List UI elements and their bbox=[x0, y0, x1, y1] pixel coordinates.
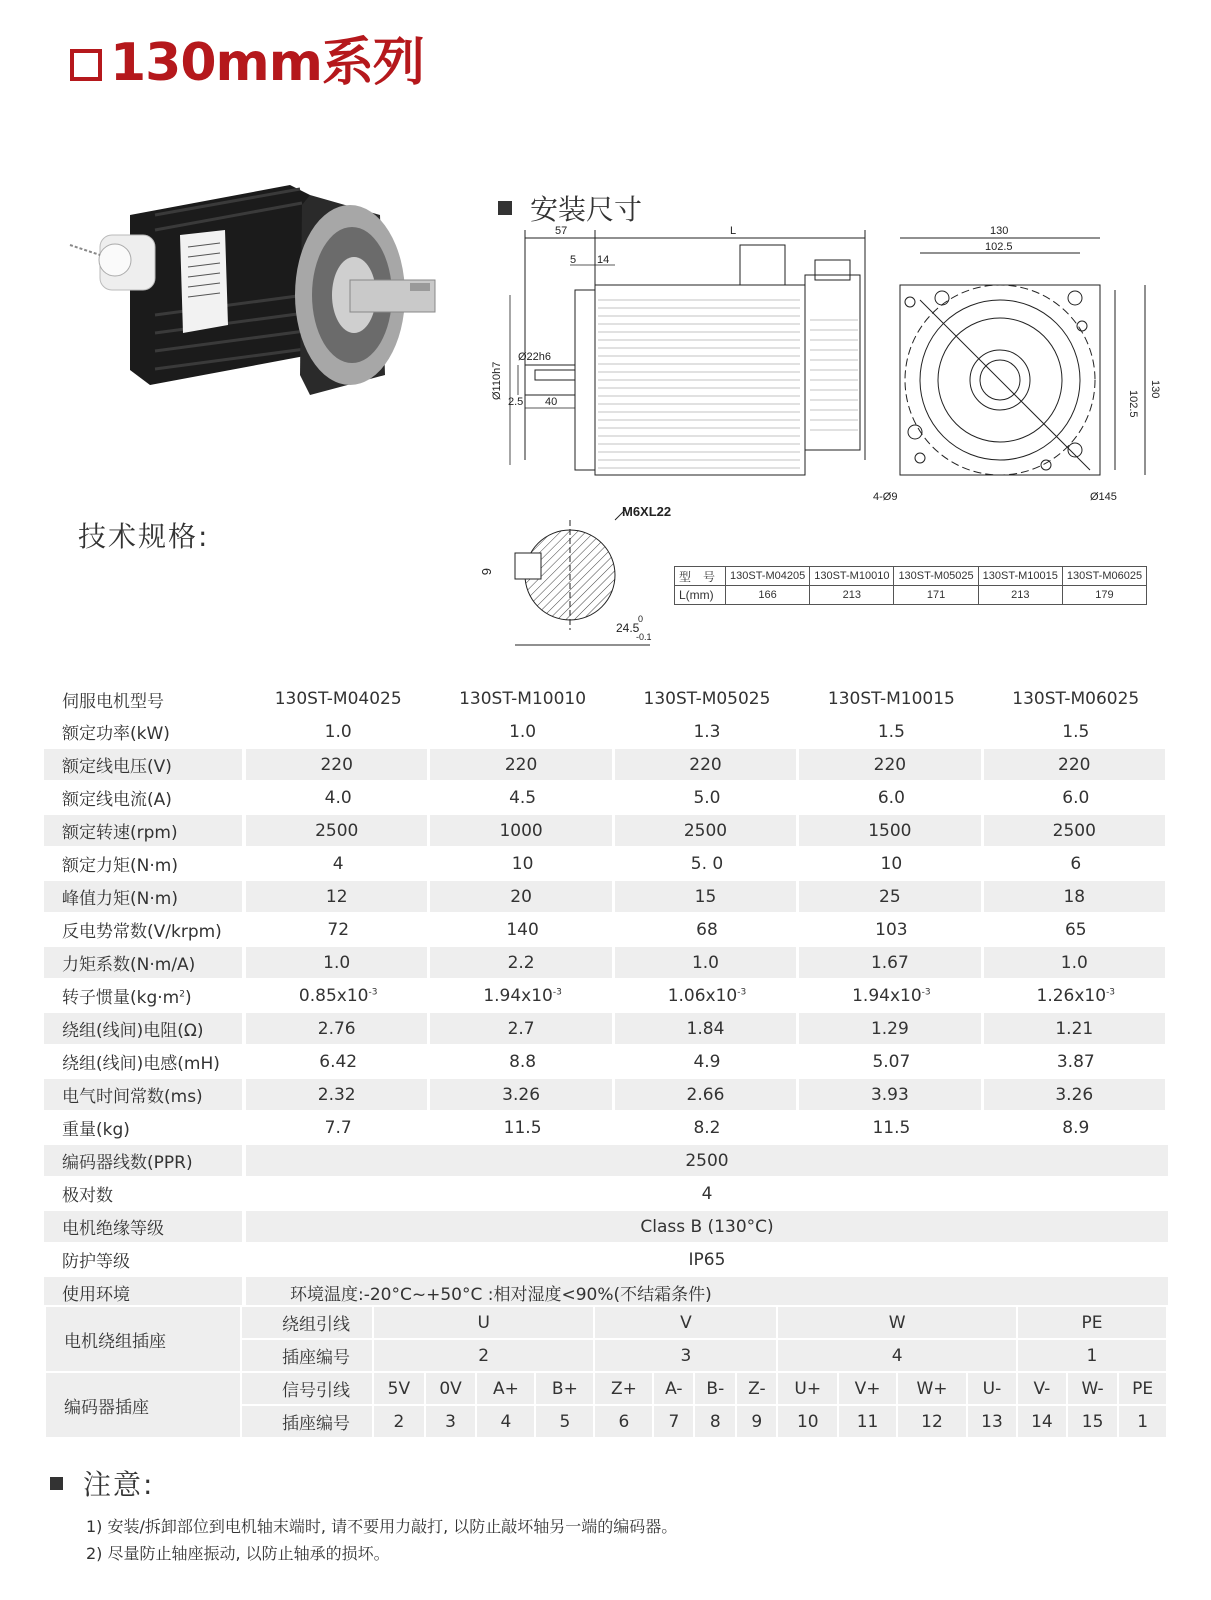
spec-cell: 1.0 bbox=[615, 947, 799, 978]
svg-text:Ø110h7: Ø110h7 bbox=[491, 361, 503, 400]
spec-cell: 6.0 bbox=[877, 787, 905, 808]
spec-cell bbox=[615, 980, 799, 1011]
length-table-length-row bbox=[675, 586, 1147, 605]
length-table-model: 130ST-M06025 bbox=[1062, 567, 1146, 586]
spec-row-label bbox=[44, 980, 246, 1011]
spec-merged-cell: 4 bbox=[701, 1183, 713, 1204]
spec-row-label: 编码器线数(PPR) bbox=[44, 1145, 246, 1176]
spec-cell: 12 bbox=[246, 881, 430, 912]
encoder-pin: 11 bbox=[838, 1405, 897, 1438]
length-table-model-label: 型 号 bbox=[675, 567, 726, 586]
winding-pin: 4 bbox=[777, 1339, 1017, 1372]
svg-text:Ø145: Ø145 bbox=[1090, 491, 1117, 503]
spec-row bbox=[44, 716, 1168, 747]
encoder-pin: 9 bbox=[736, 1405, 777, 1438]
svg-text:M6XL22: M6XL22 bbox=[622, 504, 672, 519]
encoder-pin: 2 bbox=[373, 1405, 425, 1438]
spec-cell: 2500 bbox=[246, 815, 430, 846]
spec-cell: 3.93 bbox=[799, 1079, 983, 1110]
spec-cell bbox=[799, 980, 983, 1011]
spec-header-row bbox=[44, 684, 1168, 714]
svg-text:6: 6 bbox=[479, 568, 494, 576]
inertia-exponent: -3 bbox=[552, 986, 562, 997]
spec-row bbox=[44, 815, 1168, 846]
spec-cell: 72 bbox=[327, 919, 350, 940]
spec-cell: 2.32 bbox=[246, 1079, 430, 1110]
spec-row-label: 额定力矩(N·m) bbox=[62, 856, 178, 876]
svg-text:5: 5 bbox=[570, 254, 577, 266]
spec-row-label: 绕组(线间)电阻(Ω) bbox=[44, 1013, 246, 1044]
winding-lead: PE bbox=[1017, 1306, 1167, 1339]
length-table-model: 130ST-M10015 bbox=[978, 567, 1062, 586]
spec-cell: 8.9 bbox=[1062, 1117, 1090, 1138]
spec-model-header: 130ST-M10010 bbox=[459, 689, 587, 709]
spec-cell: 1.84 bbox=[615, 1013, 799, 1044]
spec-cell: 11.5 bbox=[872, 1117, 911, 1138]
spec-cell bbox=[984, 980, 1168, 1011]
svg-text:57: 57 bbox=[555, 225, 568, 237]
spec-cell: 220 bbox=[984, 749, 1168, 780]
spec-row-label: 电机绝缘等级 bbox=[44, 1211, 246, 1242]
inertia-label-end: ) bbox=[184, 988, 192, 1008]
inertia-exponent: -3 bbox=[368, 986, 378, 997]
inertia-label: 转子惯量(kg·m bbox=[62, 988, 180, 1008]
svg-text:102.5: 102.5 bbox=[985, 241, 1013, 253]
encoder-pin: 3 bbox=[425, 1405, 477, 1438]
spec-cell: 20 bbox=[430, 881, 614, 912]
spec-cell: 1.0 bbox=[509, 721, 537, 742]
encoder-pin: 4 bbox=[476, 1405, 535, 1438]
spec-cell: 1500 bbox=[799, 815, 983, 846]
encoder-pin: 10 bbox=[777, 1405, 838, 1438]
spec-cell: 4.5 bbox=[509, 787, 537, 808]
spec-row-label: 力矩系数(N·m/A) bbox=[44, 947, 246, 978]
length-table-model: 130ST-M05025 bbox=[894, 567, 978, 586]
spec-cell: 65 bbox=[1064, 919, 1087, 940]
svg-text:0: 0 bbox=[638, 614, 644, 624]
svg-text:4-Ø9: 4-Ø9 bbox=[873, 491, 898, 503]
connector-table bbox=[44, 1305, 1168, 1439]
spec-cell: 140 bbox=[506, 919, 539, 940]
spec-row-label: 额定线电压(V) bbox=[44, 749, 246, 780]
encoder-pin: 12 bbox=[897, 1405, 967, 1438]
spec-row bbox=[44, 1079, 1168, 1110]
svg-text:-0.1: -0.1 bbox=[636, 632, 652, 642]
inertia-label-sup: 2 bbox=[179, 989, 185, 1000]
encoder-signal: U+ bbox=[777, 1372, 838, 1405]
spec-row-label: 重量(kg) bbox=[62, 1120, 130, 1140]
svg-text:Ø22h6: Ø22h6 bbox=[518, 351, 552, 363]
spec-cell: 2500 bbox=[615, 815, 799, 846]
spec-row bbox=[44, 1013, 1168, 1044]
winding-lead: V bbox=[594, 1306, 777, 1339]
encoder-signal: 0V bbox=[425, 1372, 477, 1405]
winding-pin: 3 bbox=[594, 1339, 777, 1372]
spec-heading: 技术规格: bbox=[78, 520, 210, 553]
encoder-signal: A+ bbox=[476, 1372, 535, 1405]
spec-cell: 220 bbox=[246, 749, 430, 780]
spec-merged-cell: Class B (130°C) bbox=[246, 1211, 1168, 1242]
winding-pin: 2 bbox=[373, 1339, 594, 1372]
inertia-exponent: -3 bbox=[1106, 986, 1116, 997]
inertia-exponent: -3 bbox=[737, 986, 747, 997]
spec-cell: 5. 0 bbox=[690, 853, 724, 874]
svg-text:L: L bbox=[730, 225, 737, 237]
square-bullet-icon bbox=[50, 1477, 63, 1490]
spec-cell: 3.87 bbox=[1056, 1051, 1095, 1072]
encoder-pin: 14 bbox=[1017, 1405, 1067, 1438]
spec-cell: 5.0 bbox=[693, 787, 721, 808]
spec-cell: 11.5 bbox=[503, 1117, 542, 1138]
encoder-signal: Z- bbox=[736, 1372, 777, 1405]
encoder-signal: U- bbox=[967, 1372, 1017, 1405]
svg-text:24.5: 24.5 bbox=[616, 621, 640, 635]
spec-row-label: 电气时间常数(ms) bbox=[44, 1079, 246, 1110]
encoder-signal: Z+ bbox=[594, 1372, 653, 1405]
svg-text:40: 40 bbox=[545, 396, 558, 408]
spec-cell: 1.0 bbox=[984, 947, 1168, 978]
note-item: 2) 尽量防止轴座振动, 以防止轴承的损坏。 bbox=[86, 1544, 390, 1563]
length-table-model: 130ST-M10010 bbox=[810, 567, 894, 586]
spec-cell: 5.07 bbox=[872, 1051, 911, 1072]
spec-merged-cell: IP65 bbox=[688, 1249, 726, 1270]
encoder-signal: A- bbox=[653, 1372, 694, 1405]
encoder-signal-label: 信号引线 bbox=[241, 1372, 373, 1405]
notes-heading bbox=[50, 1463, 154, 1503]
svg-text:14: 14 bbox=[597, 254, 610, 266]
length-table-length: 171 bbox=[894, 586, 978, 605]
encoder-signal: W- bbox=[1067, 1372, 1118, 1405]
spec-row-label: 使用环境 bbox=[44, 1277, 246, 1308]
spec-cell: 7.7 bbox=[324, 1117, 352, 1138]
spec-row-label: 伺服电机型号 bbox=[62, 691, 164, 712]
spec-row-merged bbox=[44, 1178, 1168, 1209]
spec-cell: 2.76 bbox=[246, 1013, 430, 1044]
spec-cell: 2500 bbox=[984, 815, 1168, 846]
spec-row-merged bbox=[44, 1244, 1168, 1275]
square-icon bbox=[70, 49, 102, 81]
spec-cell: 4 bbox=[332, 853, 344, 874]
encoder-signal: B+ bbox=[535, 1372, 594, 1405]
spec-row-label: 极对数 bbox=[62, 1186, 113, 1206]
length-table-length: 213 bbox=[810, 586, 894, 605]
length-table-length: 179 bbox=[1062, 586, 1146, 605]
svg-text:102.5: 102.5 bbox=[1127, 390, 1139, 418]
spec-cell: 18 bbox=[984, 881, 1168, 912]
encoder-signal: 5V bbox=[373, 1372, 425, 1405]
spec-table bbox=[44, 682, 1168, 1310]
length-table-model: 130ST-M04205 bbox=[726, 567, 810, 586]
spec-row bbox=[44, 848, 1168, 879]
spec-row bbox=[44, 914, 1168, 945]
page-title-text: 130mm系列 bbox=[110, 33, 424, 93]
spec-cell: 220 bbox=[799, 749, 983, 780]
winding-pin-label: 插座编号 bbox=[241, 1339, 373, 1372]
spec-cell: 10 bbox=[511, 853, 534, 874]
encoder-signal: PE bbox=[1118, 1372, 1167, 1405]
spec-row bbox=[44, 881, 1168, 912]
length-table-length: 213 bbox=[978, 586, 1062, 605]
winding-lead: W bbox=[777, 1306, 1017, 1339]
encoder-pin-label: 插座编号 bbox=[241, 1405, 373, 1438]
spec-cell: 3.26 bbox=[984, 1079, 1168, 1110]
encoder-pin: 13 bbox=[967, 1405, 1017, 1438]
svg-text:2.5: 2.5 bbox=[508, 396, 524, 408]
spec-cell: 2.2 bbox=[430, 947, 614, 978]
inertia-value: 1.94x10 bbox=[852, 985, 922, 1006]
spec-cell bbox=[430, 980, 614, 1011]
spec-env-cell: 环境温度:-20°C~+50°C :相对湿度<90%(不结霜条件) bbox=[246, 1277, 1168, 1308]
encoder-pin: 5 bbox=[535, 1405, 594, 1438]
spec-cell: 4.0 bbox=[324, 787, 352, 808]
length-table-length-label: L(mm) bbox=[675, 586, 726, 605]
spec-row-merged bbox=[44, 1145, 1168, 1176]
inertia-value: 1.94x10 bbox=[483, 985, 553, 1006]
winding-lead: U bbox=[373, 1306, 594, 1339]
motor-photo bbox=[60, 175, 450, 405]
spec-cell: 6.0 bbox=[1062, 787, 1090, 808]
spec-cell: 2.7 bbox=[430, 1013, 614, 1044]
encoder-signal-row bbox=[45, 1372, 1167, 1405]
spec-row-label: 额定功率(kW) bbox=[62, 724, 170, 744]
spec-cell: 1.5 bbox=[1062, 721, 1090, 742]
note-item: 1) 安装/拆卸部位到电机轴末端时, 请不要用力敲打, 以防止敲坏轴另一端的编码器。 bbox=[86, 1517, 678, 1536]
spec-row bbox=[44, 1112, 1168, 1143]
spec-row-label: 反电势常数(V/krpm) bbox=[62, 922, 222, 942]
encoder-pin: 15 bbox=[1067, 1405, 1118, 1438]
spec-cell: 25 bbox=[799, 881, 983, 912]
spec-model-header: 130ST-M06025 bbox=[1012, 689, 1140, 709]
spec-cell: 8.2 bbox=[693, 1117, 721, 1138]
spec-row bbox=[44, 749, 1168, 780]
winding-pin: 1 bbox=[1017, 1339, 1167, 1372]
encoder-socket-label: 编码器插座 bbox=[45, 1372, 241, 1438]
spec-cell: 6.42 bbox=[319, 1051, 358, 1072]
spec-cell: 1.21 bbox=[984, 1013, 1168, 1044]
install-heading-text: 安装尺寸 bbox=[530, 193, 643, 226]
spec-row-label: 额定线电流(A) bbox=[62, 790, 172, 810]
spec-row-label: 防护等级 bbox=[62, 1252, 130, 1272]
spec-cell: 1.0 bbox=[246, 947, 430, 978]
inertia-exponent: -3 bbox=[921, 986, 931, 997]
encoder-pin: 1 bbox=[1118, 1405, 1167, 1438]
spec-cell: 1000 bbox=[430, 815, 614, 846]
spec-cell: 103 bbox=[875, 919, 908, 940]
encoder-pin: 8 bbox=[694, 1405, 736, 1438]
spec-cell: 1.0 bbox=[324, 721, 352, 742]
inertia-value: 1.06x10 bbox=[667, 985, 738, 1006]
spec-cell: 6 bbox=[1070, 853, 1082, 874]
spec-cell: 15 bbox=[615, 881, 799, 912]
spec-model-header: 130ST-M04025 bbox=[274, 689, 402, 709]
encoder-pin: 6 bbox=[594, 1405, 653, 1438]
spec-row-label: 额定转速(rpm) bbox=[44, 815, 246, 846]
spec-model-header: 130ST-M10015 bbox=[827, 689, 955, 709]
square-bullet-icon bbox=[498, 201, 512, 215]
spec-row-merged bbox=[44, 1211, 1168, 1242]
inertia-value: 0.85x10 bbox=[298, 985, 369, 1006]
svg-text:130: 130 bbox=[1149, 380, 1161, 399]
spec-row bbox=[44, 947, 1168, 978]
spec-cell: 2.66 bbox=[615, 1079, 799, 1110]
length-table bbox=[674, 566, 1147, 605]
length-table-model-row bbox=[675, 567, 1147, 586]
notes-heading-text: 注意: bbox=[83, 1468, 155, 1501]
spec-cell: 4.9 bbox=[693, 1051, 721, 1072]
spec-row-label: 峰值力矩(N·m) bbox=[44, 881, 246, 912]
length-table-length: 166 bbox=[726, 586, 810, 605]
encoder-signal: V+ bbox=[838, 1372, 897, 1405]
page-title bbox=[70, 20, 424, 95]
spec-cell: 10 bbox=[880, 853, 903, 874]
encoder-signal: V- bbox=[1017, 1372, 1067, 1405]
spec-cell: 68 bbox=[696, 919, 718, 940]
spec-cell: 1.5 bbox=[877, 721, 905, 742]
spec-cell: 1.29 bbox=[799, 1013, 983, 1044]
encoder-signal: W+ bbox=[897, 1372, 967, 1405]
spec-cell: 1.3 bbox=[693, 721, 721, 742]
inertia-value: 1.26x10 bbox=[1036, 985, 1107, 1006]
spec-row-env bbox=[44, 1277, 1168, 1308]
encoder-pin: 7 bbox=[653, 1405, 694, 1438]
spec-row bbox=[44, 782, 1168, 813]
spec-model-header: 130ST-M05025 bbox=[643, 689, 771, 709]
encoder-signal: B- bbox=[694, 1372, 736, 1405]
spec-row-inertia bbox=[44, 980, 1168, 1011]
spec-merged-cell: 2500 bbox=[246, 1145, 1168, 1176]
spec-cell: 8.8 bbox=[509, 1051, 537, 1072]
winding-socket-label: 电机绕组插座 bbox=[45, 1306, 241, 1372]
winding-lead-row bbox=[45, 1306, 1167, 1339]
spec-cell: 3.26 bbox=[430, 1079, 614, 1110]
spec-cell bbox=[246, 980, 430, 1011]
spec-cell: 220 bbox=[430, 749, 614, 780]
spec-cell: 220 bbox=[615, 749, 799, 780]
svg-text:130: 130 bbox=[990, 225, 1009, 237]
spec-cell: 1.67 bbox=[799, 947, 983, 978]
winding-lead-label: 绕组引线 bbox=[241, 1306, 373, 1339]
spec-row-label: 绕组(线间)电感(mH) bbox=[62, 1054, 220, 1074]
spec-row bbox=[44, 1046, 1168, 1077]
